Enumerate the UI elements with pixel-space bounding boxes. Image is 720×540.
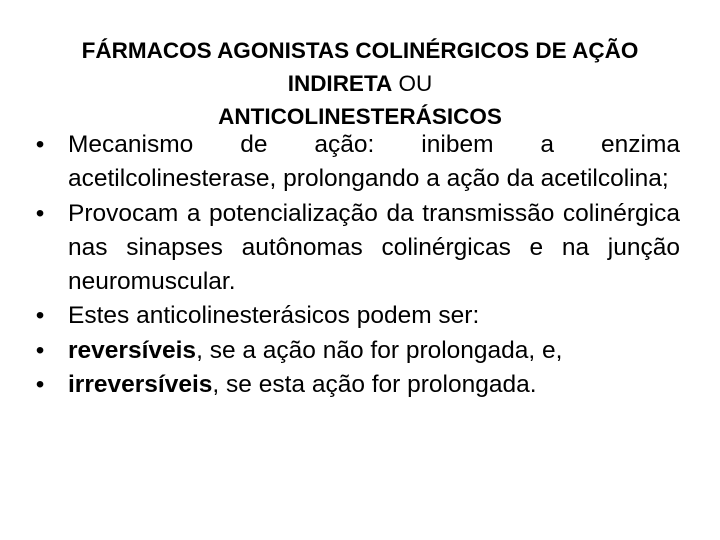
bullet-item-types [30, 299, 680, 333]
bullet-text: Estes anticolinesterásicos podem ser: [68, 302, 480, 330]
bullet-text: Mecanismo de ação: inibem a enzima acetilcolinesterase, prolongando a ação da acetilcolina; [68, 131, 680, 193]
bullet-list [30, 128, 680, 402]
bullet-icon: • [35, 131, 45, 158]
title-line-2-bold: INDIRETA [287, 71, 393, 96]
slide-title [40, 34, 680, 133]
bullet-item-irreversible [30, 368, 680, 402]
bullet-text: , se a ação não for prolongada, e, [196, 336, 563, 364]
bullet-item-potentiation [30, 197, 680, 300]
bullet-text: Provocam a potencialização da transmissão colinérgica nas sinapses autônomas colinérgicas e na junção neuromuscular. [68, 199, 680, 296]
title-line-2 [40, 67, 680, 100]
bullet-text: , se esta ação for prolongada. [212, 371, 537, 399]
bullet-icon: • [35, 336, 45, 364]
title-line-1: FÁRMACOS AGONISTAS COLINÉRGICOS DE AÇÃO [81, 38, 639, 63]
bullet-item-mechanism [30, 128, 680, 197]
bullet-icon: • [35, 199, 45, 227]
bullet-icon: • [35, 302, 45, 330]
bullet-item-reversible [30, 334, 680, 368]
bullet-term: reversíveis [68, 336, 197, 364]
bullet-term: irreversíveis [68, 371, 213, 399]
title-line-3: ANTICOLINESTERÁSICOS [218, 104, 502, 129]
bullet-icon: • [35, 371, 45, 399]
title-line-2-normal: OU [392, 71, 433, 96]
